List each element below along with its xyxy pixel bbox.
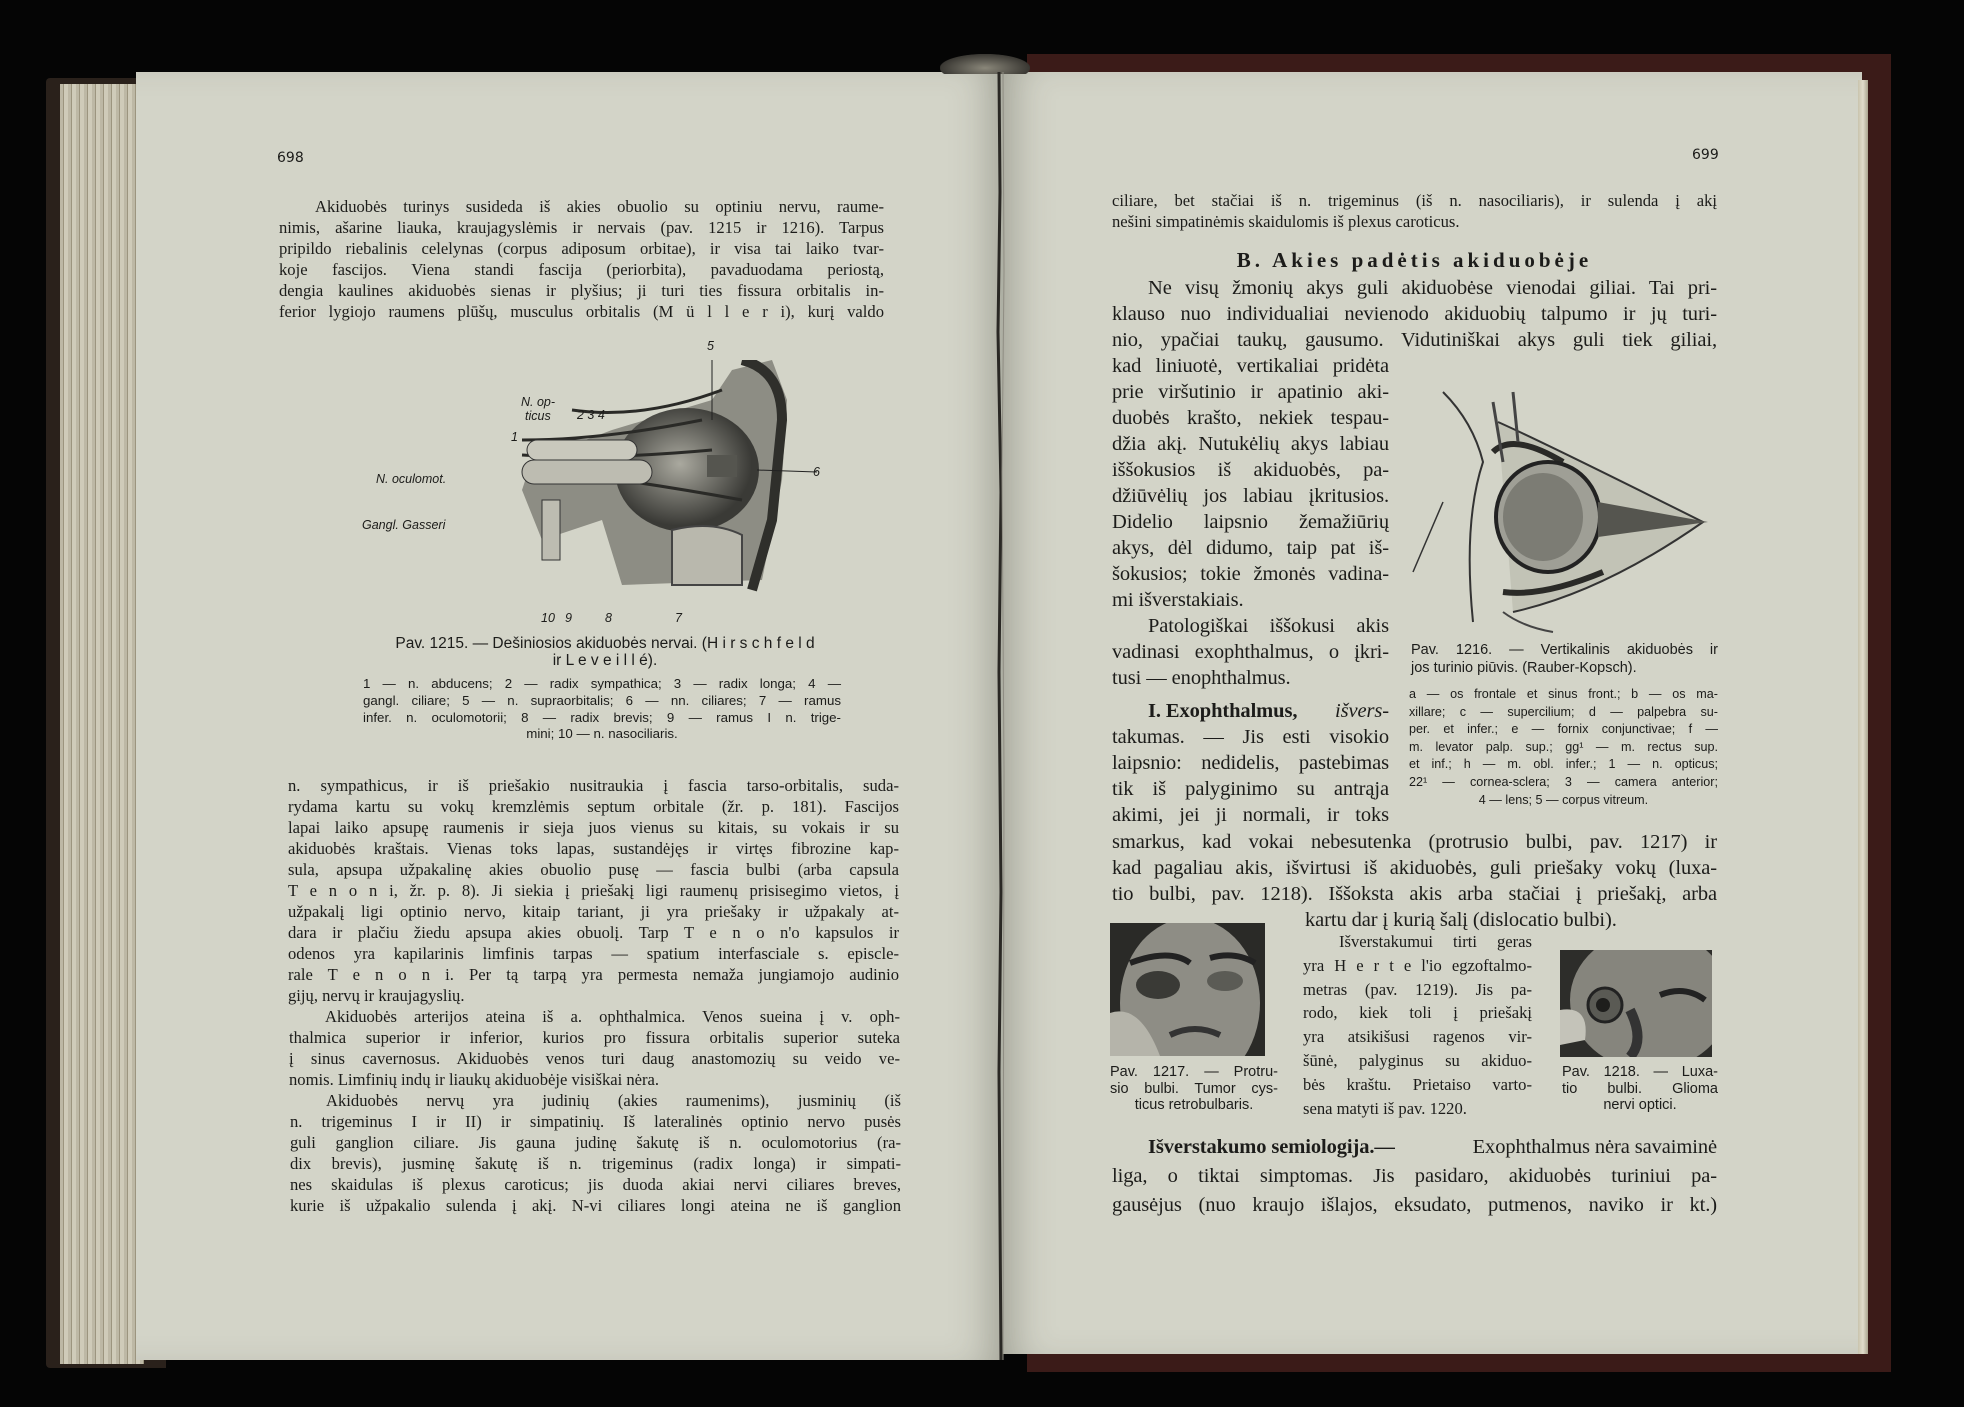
text-line: sena matyti iš pav. 1220. bbox=[1303, 1098, 1467, 1118]
text-line: guli ganglion ciliare. Jis gauna judinę šakutę iš n. oculomotorius (ra- bbox=[290, 1133, 901, 1152]
text-line: Patologiškai iššokusi akis bbox=[1148, 615, 1389, 637]
text-line: n. trigeminus I ir II) ir simpatinių. Iš lateralinės optinio nervo pusės bbox=[290, 1112, 901, 1131]
text-line: gausėjus (nuo kraujo išlajos, eksudato, putmenos, naviko ir kt.) bbox=[1112, 1194, 1717, 1216]
figure-1217-caption bbox=[1110, 1064, 1278, 1114]
text-line: a — os frontale et sinus front.; b — os ma- bbox=[1409, 687, 1718, 701]
figure-label-optic-1: N. op- bbox=[521, 395, 556, 409]
luxated-eye-photo bbox=[1560, 950, 1712, 1057]
text-line: xillare; c — supercilium; d — palpebra su- bbox=[1409, 704, 1718, 719]
page-stack-edge bbox=[60, 84, 144, 1364]
text-line: liga, o tiktai simptomas. Jis pasidaro, akiduobės turiniui pa- bbox=[1112, 1165, 1717, 1187]
text-line: gangl. ciliare; 5 — n. supraorbitalis; 6 — nn. ciliares; 7 — ramus bbox=[363, 692, 841, 708]
text-line: kad pagaliau akis, išvirtusi iš akiduobės, guli priešaky vokų (luxa- bbox=[1112, 857, 1717, 879]
text-line: ir L e v e i l l é). bbox=[552, 652, 658, 669]
text-line: mi išverstakiais. bbox=[1112, 589, 1244, 611]
text-line: et inf.; h — m. obl. infer.; 1 — n. opticus; bbox=[1409, 757, 1718, 772]
figure-1216-image bbox=[1403, 382, 1718, 637]
text-line: šūnė, palyginus su akiduo- bbox=[1303, 1050, 1532, 1070]
text-line: odenos yra kapilarinis limfinis tarpas — spatium interfasciale s. episcle- bbox=[288, 944, 899, 963]
semiology-heading-line bbox=[1148, 1133, 1717, 1162]
text-line: nomis. Limfinių indų ir liaukų akiduobėje visiškai nėra. bbox=[289, 1070, 660, 1089]
text-line: akys, dėl didumo, taip pat iš- bbox=[1112, 537, 1389, 559]
figure-label-7: 7 bbox=[675, 611, 682, 625]
text-line: nervi optici. bbox=[1603, 1097, 1677, 1113]
figure-label-gangl-gasseri: Gangl. Gasseri bbox=[362, 518, 446, 532]
protruding-eye-face-photo bbox=[1110, 923, 1265, 1056]
text-line: 1 — n. abducens; 2 — radix sympathica; 3 — radix longa; 4 — bbox=[363, 676, 841, 691]
figure-label-n-oculomot: N. oculomot. bbox=[376, 472, 447, 486]
spine-headband bbox=[940, 54, 1030, 74]
text-line: Akiduobės turinys susideda iš akies obuolio su optiniu nervu, raume- bbox=[315, 197, 884, 216]
left-paragraph-1 bbox=[279, 196, 884, 322]
figure-1217-photo bbox=[1110, 923, 1265, 1056]
text-line: Pav. 1218. — Luxa- bbox=[1562, 1064, 1718, 1080]
section-heading: B. Akies padėtis akiduobėje bbox=[1236, 248, 1593, 272]
narrow-paragraph-exophthalmus bbox=[1112, 724, 1389, 828]
text-line: metras (pav. 1219). Jis pa- bbox=[1303, 979, 1532, 999]
text-line: laipsnio: nedidelis, pastebimas bbox=[1112, 752, 1389, 774]
book-gutter bbox=[995, 72, 1007, 1360]
text-line: dara ir plačiu žiedu apsupa akies obuolį. Tarp T e n o n'o kapsulos ir bbox=[288, 923, 899, 942]
page-number-right: 699 bbox=[1692, 147, 1719, 163]
text-line: tusi — enophthalmus. bbox=[1112, 667, 1291, 689]
left-paragraph-arteries bbox=[289, 1006, 900, 1090]
text-line: 4 — lens; 5 — corpus vitreum. bbox=[1478, 792, 1649, 807]
text-line: Pav. 1217. — Protru- bbox=[1110, 1064, 1278, 1080]
text-line: šokusios; tokie žmonės vadina- bbox=[1112, 563, 1389, 585]
figure-1216-caption bbox=[1411, 641, 1718, 677]
narrow-paragraph-pathology bbox=[1112, 613, 1389, 691]
text-line: iššokusios iš akiduobės, pa- bbox=[1112, 459, 1389, 481]
figure-1218-caption bbox=[1562, 1064, 1718, 1114]
text-line: tik iš palyginimo su antrąja bbox=[1112, 778, 1389, 800]
text-line: m. levator palp. sup.; gg¹ — m. rectus sup. bbox=[1409, 739, 1718, 754]
text-line: T e n o n i, žr. p. 8). Ji siekia į priešakį ligi raumenų prisisegimo vietos, į bbox=[288, 881, 899, 900]
text-line: nes skaidulas iš plexus caroticus; jis duoda akiai nervi ciliares breves, bbox=[290, 1175, 901, 1194]
narrow-paragraph-1 bbox=[1112, 353, 1389, 613]
text-line: gijų, nervų ir kraujagyslių. bbox=[288, 986, 465, 1005]
figure-1218-photo bbox=[1560, 950, 1712, 1057]
text-line: lapai laiko apsupę raumenis ir sieja juos vienus su kitais, su vokais ir su bbox=[288, 818, 899, 837]
semiology-title: Išverstakumo semiologija.— bbox=[1148, 1136, 1395, 1158]
text-line: nio, ypačiai taukų, gausumo. Vidutiniškai akys guli tiek giliai, bbox=[1112, 329, 1717, 351]
text-line: kad liniuotė, vertikaliai pridėta bbox=[1112, 355, 1389, 377]
figure-1216-legend bbox=[1409, 686, 1718, 809]
exophthalmus-title: I. Exophthalmus, bbox=[1148, 700, 1298, 722]
text-line: mini; 10 — n. nasociliaris. bbox=[526, 726, 678, 742]
wide-paragraph-exophthalmus bbox=[1112, 829, 1717, 907]
text-line: užpakalį ligi optinio nervo, kitaip tariant, ji yra priešaky ir užpakaly at- bbox=[288, 902, 899, 921]
figure-label-5: 5 bbox=[707, 339, 714, 353]
text-line: rydama kartu su vokų kremzlėmis septum orbitale (žr. p. 181). Fascijos bbox=[288, 797, 899, 816]
exophthalmus-heading-line bbox=[1148, 698, 1389, 724]
figure-1215-caption bbox=[360, 635, 850, 669]
text-line: rodo, kiek toli į priešakį bbox=[1303, 1003, 1532, 1023]
text-line: bės kraštu. Prietaiso varto- bbox=[1303, 1074, 1532, 1094]
text-line: n. sympathicus, ir iš priešakio nusitraukia į fascia tarso-orbitalis, suda- bbox=[288, 776, 899, 795]
text-line: prie viršutinio ir apatinio aki- bbox=[1112, 381, 1389, 403]
text-line: vadinasi exophthalmus, o įkri- bbox=[1112, 641, 1389, 663]
text-line: ticus retrobulbaris. bbox=[1134, 1097, 1254, 1113]
semiology-paragraph bbox=[1112, 1162, 1717, 1220]
text-line: Akiduobės arterijos ateina iš a. ophthalmica. Venos sueina į v. oph- bbox=[325, 1007, 900, 1026]
text-line: klauso nuo individualiai nevienodo akiduobių talpumo ir jų turi- bbox=[1112, 303, 1717, 325]
text-line: sio bulbi. Tumor cys- bbox=[1110, 1080, 1278, 1097]
figure-1215-legend bbox=[363, 676, 841, 743]
text-line: dix brevis), jusminę šakutę iš n. trigeminus (radix longa) ir simpati- bbox=[290, 1154, 901, 1173]
text-line: 22¹ — cornea-sclera; 3 — camera anterior; bbox=[1409, 774, 1718, 789]
text-line: pripildo riebalinis celelynas (corpus adiposum orbitae), ir visa tai laiko tvar- bbox=[279, 239, 884, 258]
left-paragraph-nerves bbox=[290, 1090, 901, 1216]
text-line: nimis, ašarine liauka, kraujagyslėmis ir nervais (pav. 1215 ir 1216). Tarpus bbox=[279, 218, 884, 237]
text-line: ciliare, bet stačiai iš n. trigeminus (iš n. nasociliaris), ir sulenda į akį bbox=[1112, 191, 1717, 210]
text-line: yra H e r t e l'io egzoftalmo- bbox=[1303, 955, 1532, 975]
text-line: rale T e n o n i. Per tą tarpą yra permesta nemaža jungiamojo audinio bbox=[288, 965, 899, 984]
middle-paragraph-hertel bbox=[1303, 930, 1532, 1120]
text-line: tio bulbi, pav. 1218). Iššoksta akis arba stačiai į priešakį, arba bbox=[1112, 883, 1717, 905]
text-line: smarkus, kad vokai nebesutenka (protrusio bulbi, pav. 1217) ir bbox=[1112, 831, 1717, 853]
figure-label-8: 8 bbox=[605, 611, 612, 625]
text-line: džia akį. Nutukėlių akys labiau bbox=[1112, 433, 1389, 455]
text-line: į sinus cavernosus. Akiduobės venos turi daug anastomozių su veido ve- bbox=[289, 1049, 900, 1068]
text-line: jos turinio piūvis. (Rauber-Kopsch). bbox=[1411, 660, 1637, 676]
text-line: Išverstakumui tirti geras bbox=[1339, 932, 1532, 951]
text-line: thalmica superior ir inferior, kurios pro fissura orbitalis superior suteka bbox=[289, 1028, 900, 1047]
text-line: Didelio laipsnio žemažiūrių bbox=[1112, 511, 1389, 533]
text-line: koje fascijos. Viena standi fascija (periorbita), pavaduodama periostą, bbox=[279, 260, 884, 279]
text-line: ferior lygiojo raumens plūšų, musculus orbitalis (M ü l l e r i), kurį valdo bbox=[279, 302, 884, 321]
figure-label-9: 9 bbox=[565, 611, 572, 625]
figure-label-1: 1 bbox=[511, 430, 518, 444]
figure-label-10: 10 bbox=[541, 611, 555, 625]
text-line: Ne visų žmonių akys guli akiduobėse vienodai giliai. Tai pri- bbox=[1148, 277, 1717, 299]
figure-label-234: 2 3 4 bbox=[577, 408, 605, 422]
semiology-first-line: Exophthalmus nėra savaiminė bbox=[1472, 1136, 1717, 1158]
text-line: kurie iš užpakalio sulenda į akį. N-vi ciliares longi ateina ne iš ganglion bbox=[290, 1196, 901, 1215]
text-line: nešini simpatinėmis skaidulomis iš plexus caroticus. bbox=[1112, 212, 1460, 231]
text-line: takumas. — Jis esti visokio bbox=[1112, 726, 1389, 748]
text-line: akiduobės kraštais. Vienas toks lapas, sustandėjęs ir virtęs fibrozine kap- bbox=[288, 839, 899, 858]
intro-paragraph bbox=[1112, 275, 1717, 353]
text-line: dengia kaulines akiduobės sienas ir plyšius; ji turi ties fissura orbitalis in- bbox=[279, 281, 884, 300]
text-line: infer. n. oculomotorii; 8 — radix brevis; 9 — ramus I n. trige- bbox=[363, 709, 841, 725]
text-line: Akiduobės nervų yra judinių (akies raumenims), jusminių (iš bbox=[326, 1091, 901, 1110]
exophthalmus-term: išvers- bbox=[1335, 700, 1389, 722]
text-line: tio bulbi. Glioma bbox=[1562, 1080, 1718, 1097]
wide-paragraph-last-line: kartu dar į kurią šalį (dislocatio bulbi). bbox=[1305, 909, 1617, 931]
page-number-left: 698 bbox=[277, 150, 304, 166]
right-page-edge bbox=[1858, 80, 1868, 1354]
figure-label-6: 6 bbox=[813, 465, 820, 479]
left-paragraph-2 bbox=[288, 775, 899, 1006]
text-line: duobės krašto, nekiek tespau- bbox=[1112, 407, 1389, 429]
text-line: Pav. 1215. — Dešiniosios akiduobės nervai. (H i r s c h f e l d bbox=[395, 635, 815, 652]
right-continuation-paragraph bbox=[1112, 190, 1717, 232]
text-line: sula, apsupa užpakalinę akies obuolio pusę — fascia bulbi (arba capsula bbox=[288, 860, 899, 879]
text-line: Pav. 1216. — Vertikalinis akiduobės ir bbox=[1411, 642, 1718, 658]
text-line: per. et infer.; e — fornix conjunctivae; f — bbox=[1409, 722, 1718, 737]
figure-label-optic-2: ticus bbox=[525, 409, 551, 423]
text-line: džiūvėlių jos labiau įkritusios. bbox=[1112, 485, 1389, 507]
text-line: yra atsikišusi ragenos vir- bbox=[1303, 1027, 1532, 1047]
orbit-section-illustration bbox=[1403, 382, 1718, 637]
text-line: akimi, jei ji normali, ir toks bbox=[1112, 804, 1389, 826]
